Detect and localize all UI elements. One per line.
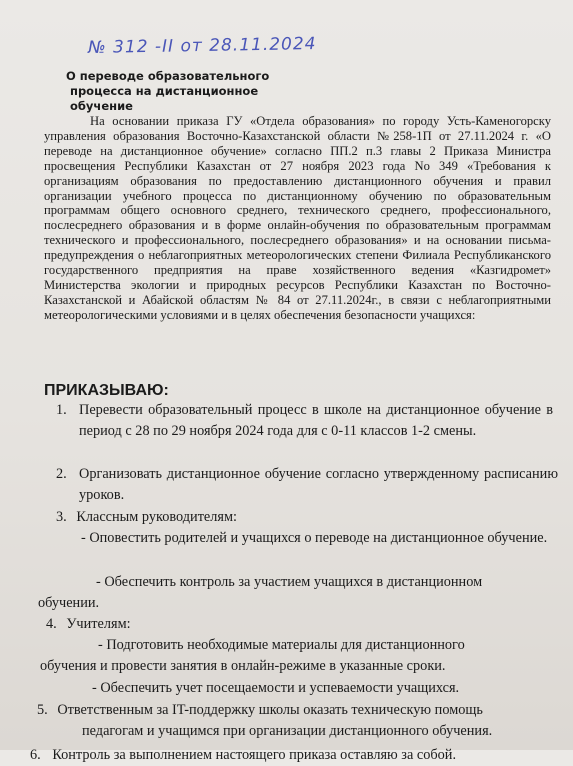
subitem-line: - Подготовить необходимые материалы для дистанционного: [98, 637, 465, 653]
list-item-3: [56, 507, 553, 528]
list-item-1: [56, 400, 553, 442]
title-line-1: О переводе образовательного: [66, 69, 270, 83]
item-number: 6.: [30, 747, 41, 763]
subitem-line: обучения и провести занятия в онлайн-режиме в указанные сроки.: [40, 658, 446, 674]
item-number: 3.: [56, 509, 67, 525]
order-heading: ПРИКАЗЫВАЮ:: [44, 382, 169, 399]
subitem-text: - Оповестить родителей и учащихся о переводе на дистанционное обучение.: [81, 530, 548, 546]
list-subitem-3a: [76, 528, 553, 549]
document-title: [66, 69, 306, 114]
subitem-line: - Обеспечить учет посещаемости и успеваемости учащихся.: [92, 680, 460, 696]
item-text: Учителям:: [66, 616, 131, 632]
item-number: 4.: [46, 616, 57, 632]
title-line-2: процесса на дистанционное обучение: [70, 84, 259, 113]
item-number: 1.: [56, 402, 67, 418]
list-item-4: [46, 614, 131, 635]
item-number: 5.: [37, 702, 48, 718]
list-item-5: [37, 700, 573, 742]
item-text: Ответственным за IT-поддержку школы оказать техническую помощь: [57, 702, 483, 718]
item-text-line-2: педагогам и учащимся при организации дистанционного обучения.: [82, 723, 493, 739]
list-subitem-4a: [40, 635, 573, 677]
item-text: Контроль за выполнением настоящего приказа оставляю за собой.: [52, 747, 457, 763]
item-text: Организовать дистанционное обучение согласно утвержденному расписанию уроков.: [79, 466, 558, 503]
list-subitem-4b: [92, 678, 459, 699]
item-text: Классным руководителям:: [76, 509, 238, 525]
list-item-6: [30, 745, 456, 766]
list-item-2: [56, 464, 558, 506]
list-subitem-3b: [38, 572, 566, 614]
handwritten-order-number: № 312 -II от 28.11.2024: [87, 34, 317, 58]
item-text: Перевести образовательный процесс в школе на дистанционное обучение в период с 28 по 29 ноября 2024 года для с 0-11 классов 1-2 смены.: [79, 402, 553, 439]
subitem-line: обучении.: [38, 595, 100, 611]
subitem-line: - Обеспечить контроль за участием учащихся в дистанционном: [96, 574, 483, 590]
preamble-paragraph: На основании приказа ГУ «Отдела образования» по городу Усть-Каменогорску управления образования Восточно-Казахстанской области №258-1П от 27.11.2024 г. «О переводе на дистанционное обучение» согласно ПП.2 п.3 главы 2 Приказа Министра просвещения Республики Казахстан от 27 ноября 2023 года No 349 «Требования к организациям образования по предоставлению дистанционного обучения и правил организации учебного процесса по дистанционному обучению по образовательным программам общего основного среднего, технического среднего, профессионального, послесреднего образования и в форме онлайн-обучения по образовательным программам технического и профессионального, послесреднего образования» и на основании письма-предупреждения о неблагоприятных метеорологических степени Филиала Республиканского государственного предприятия на праве хозяйственного ведения «Казгидромет» Министерства экологии и природных ресурсов Республики Казахстан по Восточно- Казахстанской и Абайской областям № 84 от 27.11.2024г., в связи с неблагоприятными метеорологическими условиями и в целях обеспечения безопасности учащихся:: [44, 114, 551, 322]
item-number: 2.: [56, 466, 67, 482]
